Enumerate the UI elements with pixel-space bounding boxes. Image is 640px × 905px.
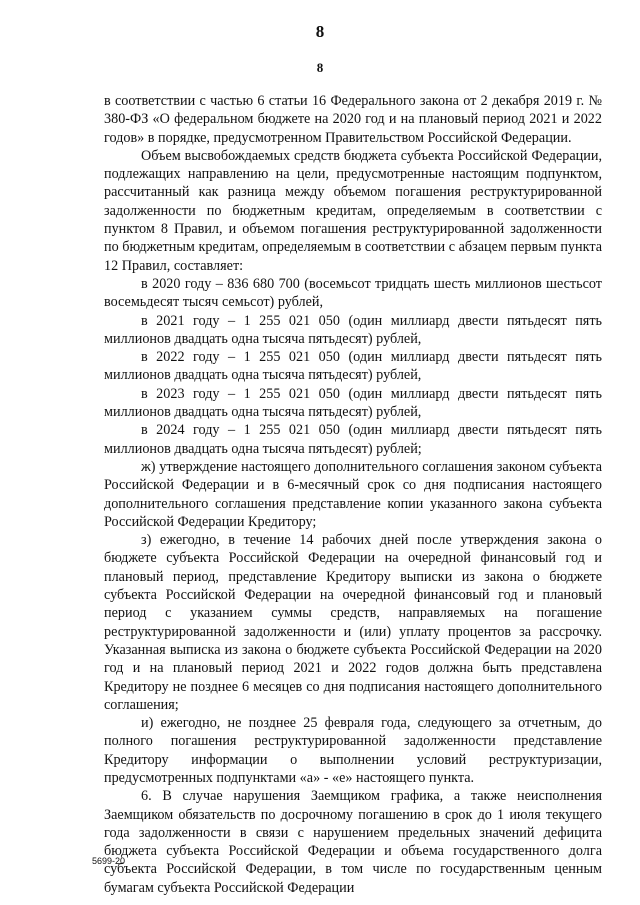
paragraph-year-2022: в 2022 году – 1 255 021 050 (один миллиард двести пятьдесят пять миллионов двадцать одна тысяча пятьдесят) рублей, [104,349,602,384]
paragraph-item-z: з) ежегодно, в течение 14 рабочих дней после утверждения закона о бюджете субъекта Российской Федерации на очередной финансовый год и плановый период, представление Кредитору выписки из закона о бюджете субъекта Российской Федерации на очередной финансовый год и плановый период с указанием суммы средств, направляемых на погашение реструктурированной задолженности и (или) уплату процентов за рассрочку. Указанная выписка из закона о бюджете субъекта Российской Федерации на 2020 год и на плановый период 2021 и 2022 годов должна быть представлена Кредитору не позднее 6 месяцев со дня подписания настоящего дополнительного соглашения; [104,532,602,713]
page-number-top: 8 [315,22,325,41]
paragraph-year-2020: в 2020 году – 836 680 700 (восемьсот тридцать шесть миллионов шестьсот восемьдесят тысяч семьсот) рублей, [104,275,602,311]
document-body [104,92,602,897]
paragraph-item-zh: ж) утверждение настоящего дополнительного соглашения законом субъекта Российской Федерации и в 6-месячный срок со дня подписания настоящего дополнительного соглашения представление копии указанного закона субъекта Российской Федерации Кредитору; [104,458,602,530]
paragraph-year-2021: в 2021 году – 1 255 021 050 (один миллиард двести пятьдесят пять миллионов двадцать одна тысяча пятьдесят) рублей, [104,312,602,347]
paragraph-continuation: в соответствии с частью 6 статьи 16 Федерального закона от 2 декабря 2019 г. № 380-ФЗ «О федеральном бюджете на 2020 год и на плановый период 2021 и 2022 годов» в порядке, предусмотренном Правительством Российской Федерации. [104,93,602,146]
page-number-inner: 8 [316,60,324,75]
paragraph-item-i: и) ежегодно, не позднее 25 февраля года, следующего за отчетным, до полного погашения реструктурированной задолженности представление Кредитору информации о выполнении условий реструктуризации, предусмотренных подпунктами «а» - «е» настоящего пункта. [104,715,602,786]
paragraph-year-2023: в 2023 году – 1 255 021 050 (один миллиард двести пятьдесят пять миллионов двадцать одна тысяча пятьдесят) рублей, [104,385,602,421]
document-code: 5699-20 [92,856,126,866]
paragraph-section-6: 6. В случае нарушения Заемщиком графика, а также неисполнения Заемщиком обязательств по досрочному погашению в срок до 1 июля текущего года задолженности в связи с нарушением предельных значений дефицита бюджета субъекта Российской Федерации и объема государственного долга субъекта Российской Федерации, в том числе по государственным ценным бумагам субъекта Российской Федерации [104,788,602,896]
paragraph-year-2024: в 2024 году – 1 255 021 050 (один миллиард двести пятьдесят пять миллионов двадцать одна тысяча пятьдесят) рублей; [104,422,602,457]
paragraph-released-funds: Объем высвобождаемых средств бюджета субъекта Российской Федерации, подлежащих направлению на цели, предусмотренные настоящим подпунктом, рассчитанный как разница между объемом погашения реструктурированной задолженности по бюджетным кредитам, определяемым в соответствии с пунктом 8 Правил, и объемом погашения реструктурированной задолженности по бюджетным кредитам, определяемым в соответствии с абзацем первым пункта 12 Правил, составляет: [104,147,602,274]
